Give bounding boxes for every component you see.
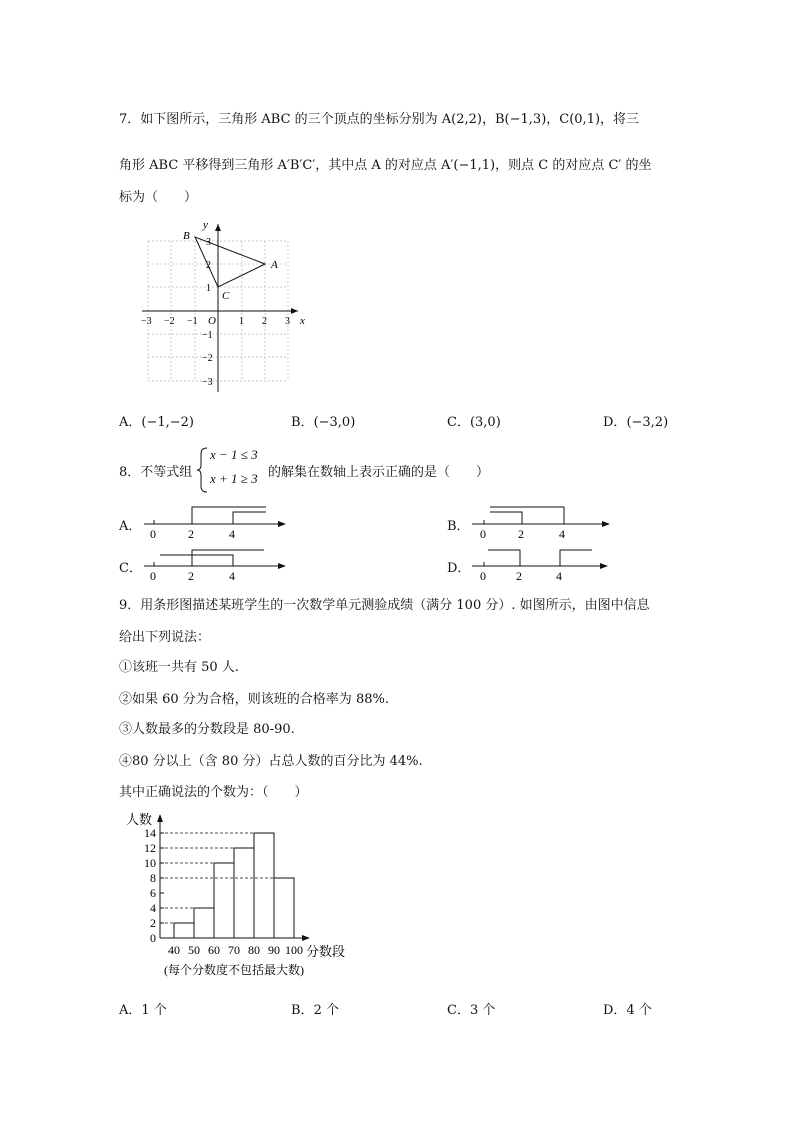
q9-option-a-letter: A．	[119, 1003, 142, 1018]
q9-option-a-text: 1 个	[141, 1003, 167, 1018]
q7-line-3: 标为（ ）	[119, 190, 198, 205]
q7-option-c-text: (3,0)	[469, 415, 501, 430]
q9-option-d-letter: D．	[603, 1003, 627, 1018]
q9-x-tick-label: 40	[168, 943, 180, 957]
q7-option-a-letter: A．	[119, 415, 142, 430]
q9-y-label: 人数	[126, 812, 153, 827]
q9-x-tick-label: 60	[208, 943, 220, 957]
q8-c-tick-2: 2	[188, 569, 194, 583]
q8-prefix: 8．不等式组	[119, 465, 193, 480]
q9-option-b[interactable]	[291, 999, 339, 1018]
q9-y-tick-label: 10	[144, 856, 156, 870]
q9-line-2: 给出下列说法：	[119, 630, 211, 645]
q9-y-tick-label: 6	[150, 886, 156, 900]
q8-option-c-letter[interactable]: C．	[119, 561, 142, 576]
q8-d-tick-4: 4	[556, 569, 562, 583]
q7-line-2: 角形 ABC 平移得到三角形 A′B′C′，其中点 A 的对应点 A′(−1,1)，则点 C 的对应点 C′ 的坐	[119, 158, 652, 173]
q8-c-tick-4: 4	[229, 569, 235, 583]
q8-option-a-letter[interactable]: A．	[119, 519, 142, 534]
q9-bar	[254, 833, 274, 938]
q8-suffix: 的解集在数轴上表示正确的是（ ）	[268, 465, 490, 480]
q7-option-c-letter: C．	[447, 415, 470, 430]
q7-point-a-label: A	[271, 259, 278, 271]
q9-y-tick-label: 12	[144, 841, 156, 855]
q9-x-tick-label: 90	[268, 943, 280, 957]
q9-note: (每个分数度不包括最大数)	[164, 963, 304, 977]
q7-point-c-label: C	[222, 290, 230, 302]
q9-x-tick-label: 70	[228, 943, 240, 957]
q8-option-d-numberline	[468, 542, 618, 586]
q9-y-tick-label: 0	[150, 931, 156, 945]
q9-x-tick-label: 100	[285, 943, 303, 957]
q9-x-label: 分数段	[306, 944, 346, 959]
q9-option-c-text: 3 个	[469, 1003, 496, 1018]
q9-question: 其中正确说法的个数为：（ ）	[119, 785, 308, 800]
q7-option-d[interactable]	[603, 411, 668, 430]
q7-option-b-text: (−3,0)	[313, 415, 356, 430]
q8-b-tick-2: 2	[518, 527, 524, 541]
q7-x-label: x	[300, 315, 305, 327]
q7-y-tick: −2	[202, 353, 213, 364]
q7-option-a-text: (−1,−2)	[141, 415, 194, 430]
q8-b-tick-4: 4	[559, 527, 565, 541]
q8-brace	[196, 446, 210, 494]
q8-c-tick-0: 0	[150, 569, 156, 583]
q9-option-c-letter: C．	[447, 1003, 470, 1018]
q9-option-c[interactable]	[447, 999, 495, 1018]
q7-option-b[interactable]	[291, 411, 355, 430]
q7-point-b-label: B	[183, 230, 190, 242]
q7-y-tick: −1	[202, 330, 213, 341]
q8-option-d-letter[interactable]: D．	[447, 561, 471, 576]
q9-x-tick-label: 50	[188, 943, 200, 957]
q7-option-c[interactable]	[447, 411, 501, 430]
q9-statement-4: ④80 分以上（含 80 分）占总人数的百分比为 44%.	[119, 754, 423, 769]
q9-y-tick-label: 4	[150, 901, 156, 915]
q9-option-d-text: 4 个	[626, 1003, 652, 1018]
q7-x-tick: 2	[262, 316, 267, 327]
q7-x-tick: −2	[164, 316, 175, 327]
q8-a-tick-2: 2	[188, 527, 194, 541]
q7-x-tick: −1	[187, 316, 198, 327]
q9-statement-3: ③人数最多的分数段是 80-90.	[119, 722, 295, 737]
q9-bar-chart	[118, 808, 368, 986]
q9-option-a[interactable]	[119, 999, 167, 1018]
q7-y-tick: 3	[206, 237, 211, 248]
q8-option-b-letter[interactable]: B．	[447, 519, 470, 534]
q9-line-1: 9．用条形图描述某班学生的一次数学单元测验成绩（满分 100 分）. 如图所示，由图中信息	[119, 598, 650, 613]
q7-y-tick: 1	[206, 283, 211, 294]
q8-inequality-2: x + 1 ≥ 3	[210, 471, 258, 486]
q7-option-b-letter: B．	[291, 415, 314, 430]
q9-statement-1: ①该班一共有 50 人.	[119, 660, 239, 675]
q7-option-d-letter: D．	[603, 415, 627, 430]
q8-inequality-1: x − 1 ≤ 3	[210, 447, 258, 462]
q8-option-c-numberline	[140, 542, 290, 586]
q9-option-b-letter: B．	[291, 1003, 314, 1018]
q8-a-tick-4: 4	[229, 527, 235, 541]
q9-y-tick-label: 2	[150, 916, 156, 930]
q9-bar	[214, 863, 234, 938]
q8-option-a-numberline	[140, 500, 290, 544]
q7-x-tick: 3	[285, 316, 290, 327]
q8-b-tick-0: 0	[480, 527, 486, 541]
q7-y-tick: −3	[202, 377, 213, 388]
q7-option-a[interactable]	[119, 411, 194, 430]
q7-x-tick: −3	[141, 316, 152, 327]
q8-option-b-numberline	[468, 500, 618, 544]
q9-x-tick-label: 80	[248, 943, 260, 957]
q9-y-tick-label: 14	[144, 826, 156, 840]
q9-option-b-text: 2 个	[313, 1003, 339, 1018]
q7-y-tick: 2	[206, 260, 211, 271]
q8-a-tick-0: 0	[150, 527, 156, 541]
q9-statement-2: ②如果 60 分为合格，则该班的合格率为 88%.	[119, 692, 389, 707]
q9-option-d[interactable]	[603, 999, 652, 1018]
q9-bar	[174, 923, 194, 938]
q9-y-tick-label: 8	[150, 871, 156, 885]
q9-bar	[274, 878, 294, 938]
q7-coordinate-graph	[138, 214, 318, 394]
q7-y-label: y	[203, 219, 208, 231]
q7-option-d-text: (−3,2)	[626, 415, 669, 430]
q8-d-tick-0: 0	[480, 569, 486, 583]
q8-d-tick-2: 2	[516, 569, 522, 583]
q9-bar	[194, 908, 214, 938]
q7-origin-label: O	[208, 315, 216, 327]
q7-line-1: 7．如下图所示，三角形 ABC 的三个顶点的坐标分别为 A(2,2)，B(−1,3)，C(0,1)，将三	[119, 112, 640, 127]
q9-bar	[234, 848, 254, 938]
q7-x-tick: 1	[239, 316, 244, 327]
